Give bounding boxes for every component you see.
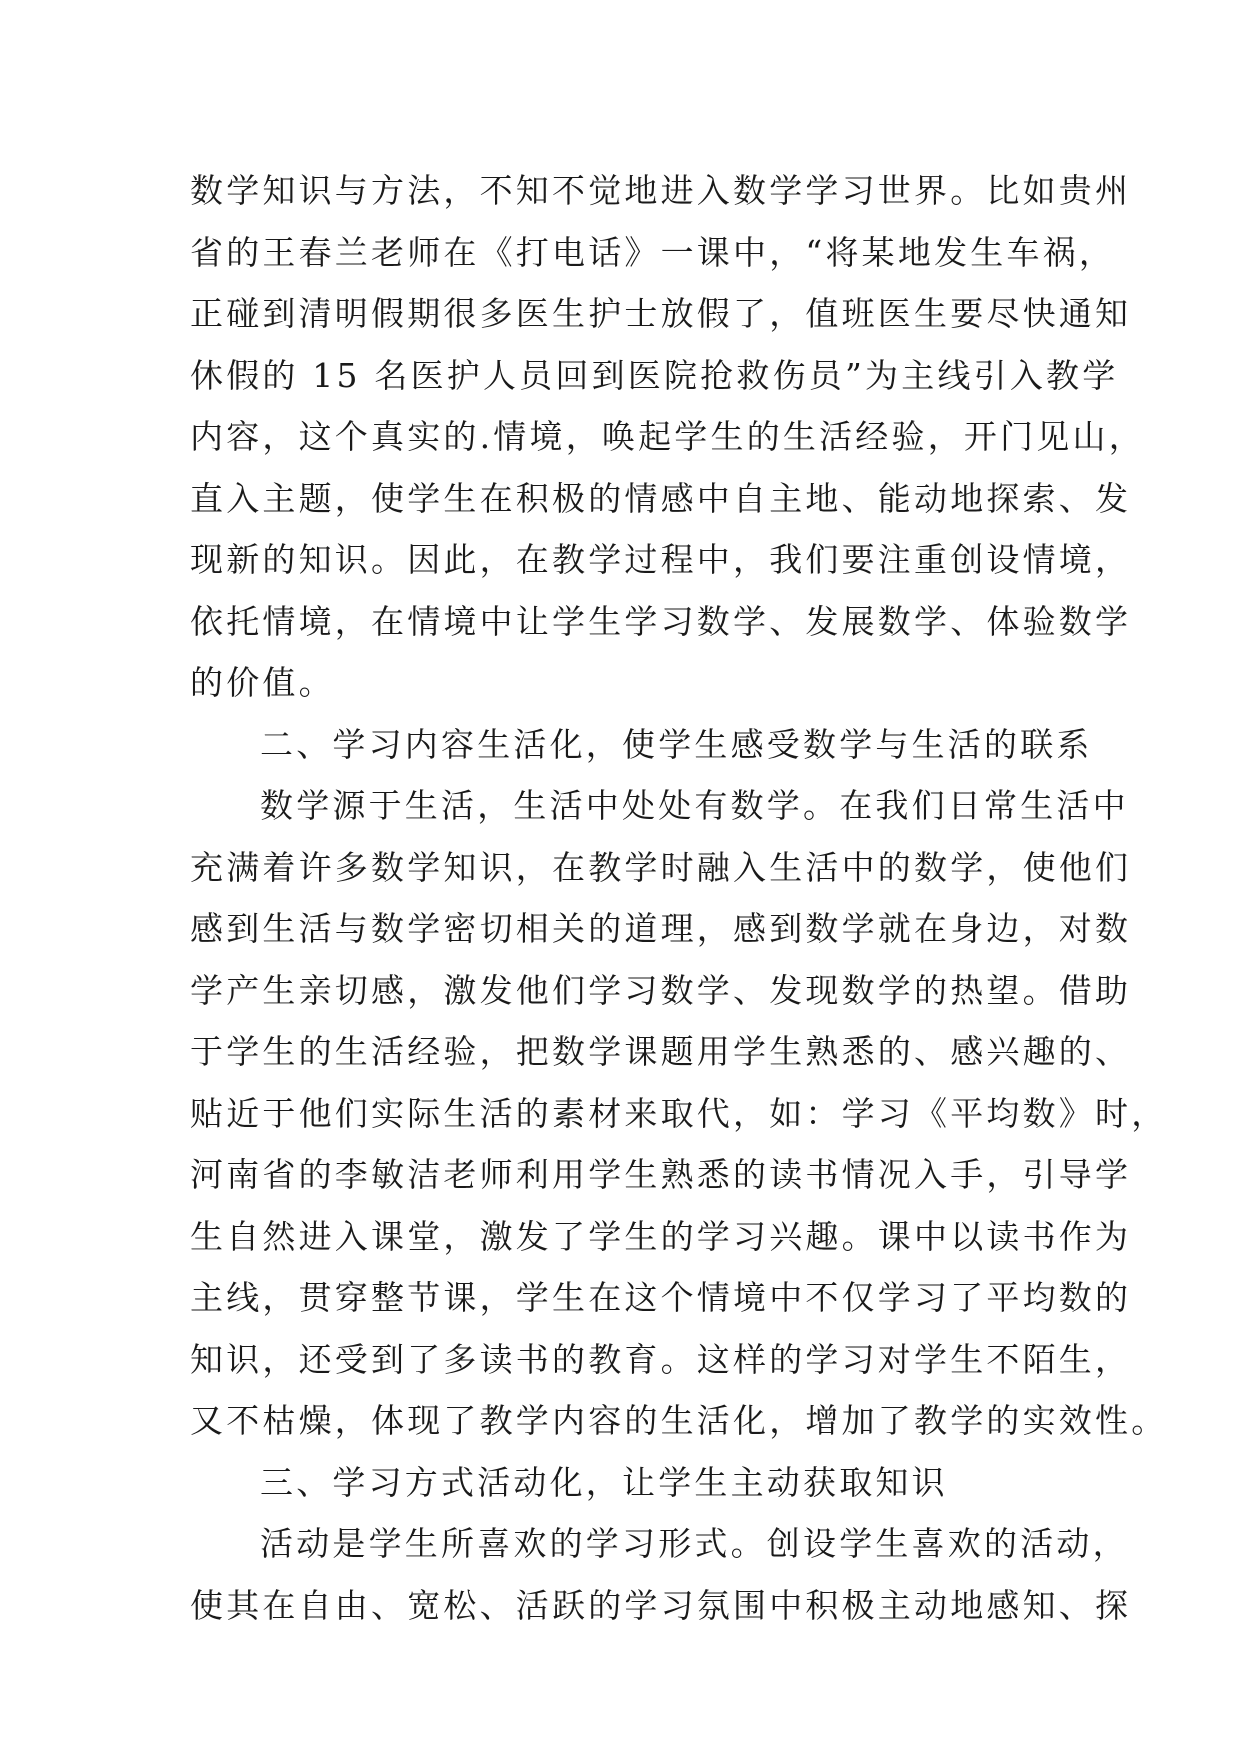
text-line-21: 又不枯燥，体现了教学内容的生活化，增加了教学的实效性。 bbox=[190, 1401, 1168, 1440]
text-line-7: 现新的知识。因此，在教学过程中，我们要注重创设情境， bbox=[190, 540, 1132, 579]
text-line-23: 活动是学生所喜欢的学习形式。创设学生喜欢的活动， bbox=[260, 1524, 1129, 1563]
text-line-2: 省的王春兰老师在《打电话》一课中，“将某地发生车祸， bbox=[190, 232, 1116, 272]
text-line-4: 休假的 15 名医护人员回到医院抢救伤员”为主线引入教学 bbox=[190, 355, 1119, 395]
text-line-12: 充满着许多数学知识，在教学时融入生活中的数学，使他们 bbox=[190, 847, 1132, 887]
text-line-13: 感到生活与数学密切相关的道理，感到数学就在身边，对数 bbox=[190, 909, 1132, 948]
text-line-20: 知识，还受到了多读书的教育。这样的学习对学生不陌生， bbox=[190, 1339, 1132, 1379]
text-line-17: 河南省的李敏洁老师利用学生熟悉的读书情况入手，引导学 bbox=[190, 1155, 1132, 1194]
text-line-16: 贴近于他们实际生活的素材来取代，如：学习《平均数》时， bbox=[190, 1093, 1168, 1133]
section-heading-3: 三、学习方式活动化，让学生主动获取知识 bbox=[260, 1462, 948, 1502]
section-heading-2: 二、学习内容生活化，使学生感受数学与生活的联系 bbox=[260, 724, 1093, 764]
text-line-19: 主线，贯穿整节课，学生在这个情境中不仅学习了平均数的 bbox=[190, 1278, 1132, 1317]
text-line-15: 于学生的生活经验，把数学课题用学生熟悉的、感兴趣的、 bbox=[190, 1032, 1132, 1071]
text-line-6: 直入主题，使学生在积极的情感中自主地、能动地探索、发 bbox=[190, 478, 1132, 518]
text-line-9: 的价值。 bbox=[190, 663, 335, 702]
text-line-1: 数学知识与方法，不知不觉地进入数学学习世界。比如贵州 bbox=[190, 171, 1132, 210]
text-line-8: 依托情境，在情境中让学生学习数学、发展数学、体验数学 bbox=[190, 601, 1132, 641]
text-line-5: 内容，这个真实的.情境，唤起学生的生活经验，开门见山， bbox=[190, 417, 1145, 456]
document-page bbox=[190, 160, 1168, 1636]
text-line-14: 学产生亲切感，激发他们学习数学、发现数学的热望。借助 bbox=[190, 970, 1132, 1010]
text-line-3: 正碰到清明假期很多医生护士放假了，值班医生要尽快通知 bbox=[190, 294, 1132, 333]
text-line-24: 使其在自由、宽松、活跃的学习氛围中积极主动地感知、探 bbox=[190, 1585, 1132, 1625]
text-line-18: 生自然进入课堂，激发了学生的学习兴趣。课中以读书作为 bbox=[190, 1216, 1132, 1256]
text-line-11: 数学源于生活，生活中处处有数学。在我们日常生活中 bbox=[260, 786, 1129, 825]
